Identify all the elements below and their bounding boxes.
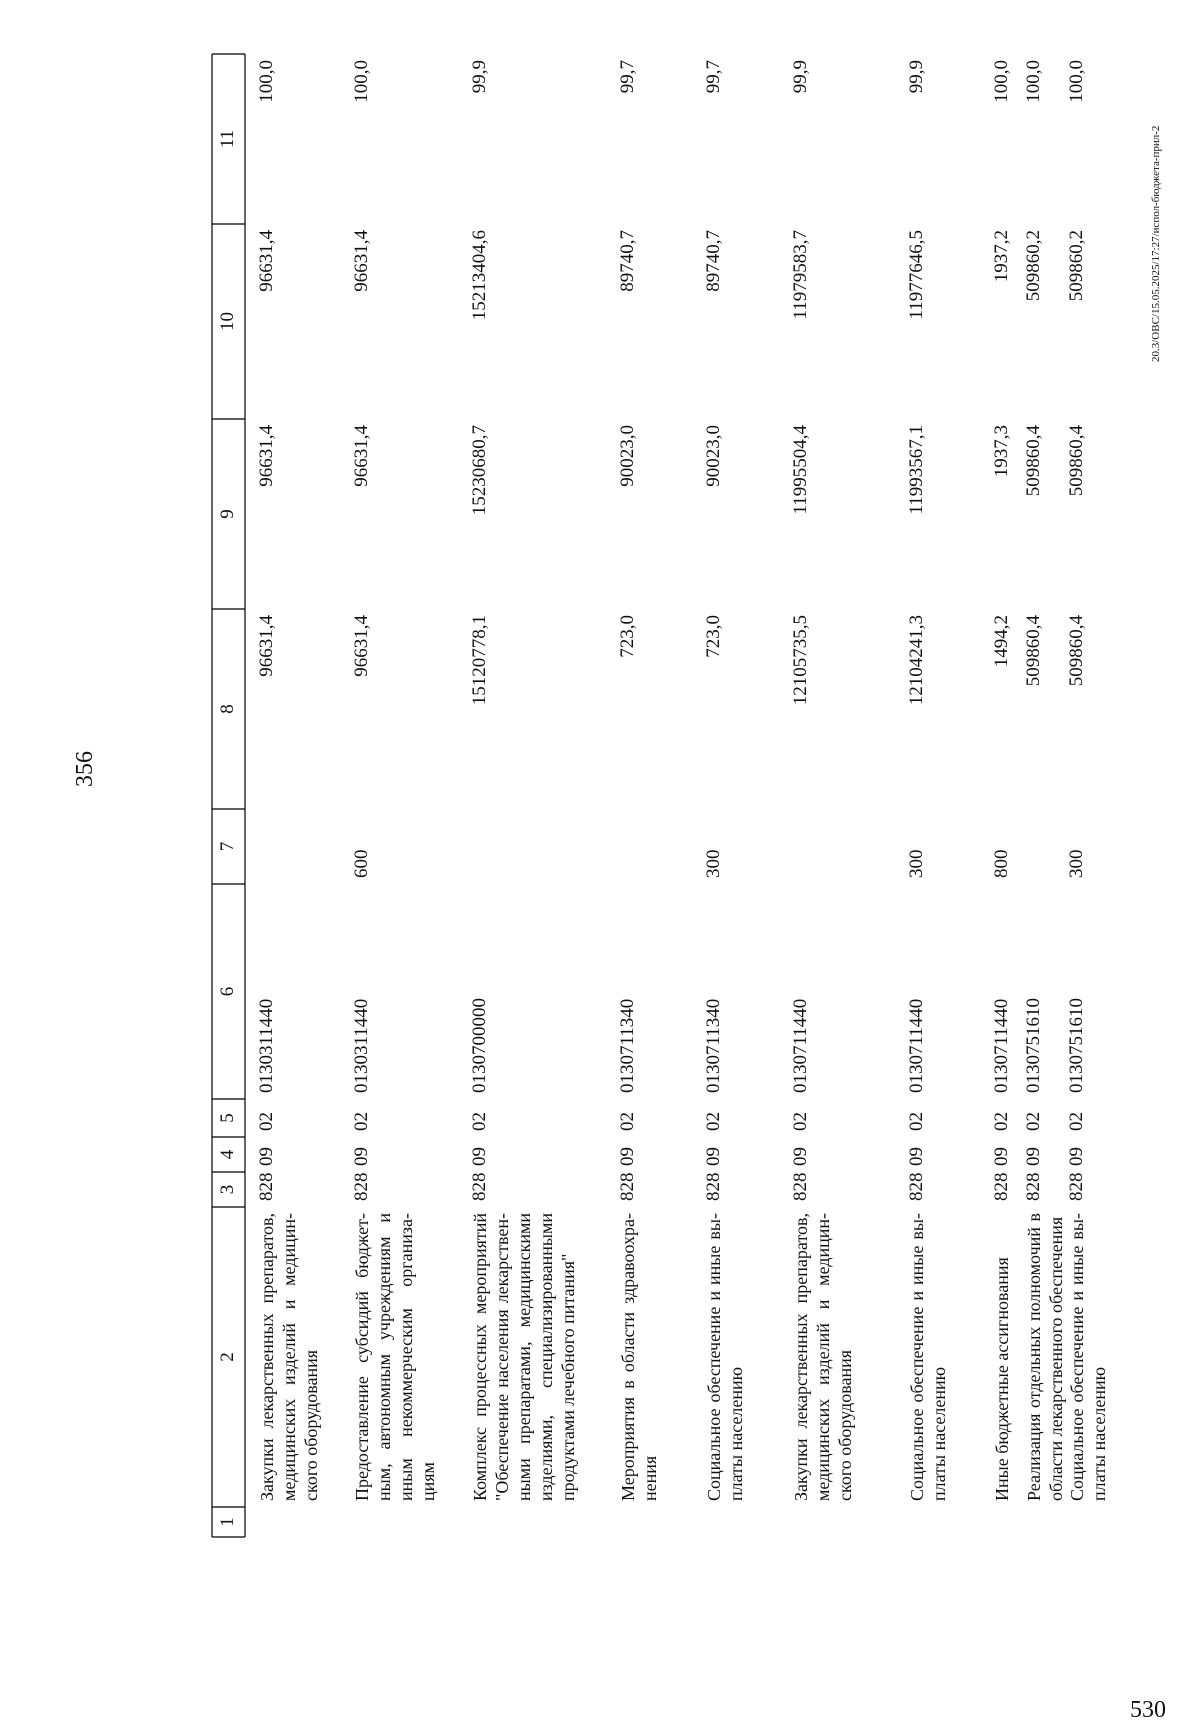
cell-c6: 0130711440 — [906, 998, 927, 1093]
cell-c5: 02 — [1066, 1112, 1087, 1131]
cell-c6: 0130711340 — [703, 998, 724, 1093]
column-header: 2 — [217, 1352, 238, 1362]
cell-c4: 09 — [617, 1147, 638, 1166]
cell-c4: 09 — [256, 1147, 277, 1166]
cell-c7: 300 — [906, 849, 927, 878]
cell-c6: 0130311440 — [256, 998, 277, 1093]
cell-c4: 09 — [1023, 1147, 1044, 1166]
row-name: Социальное обеспечение и иные вы-платы населению — [704, 1213, 746, 1501]
cell-c6: 0130311440 — [351, 998, 372, 1093]
column-header: 5 — [217, 1113, 238, 1123]
cell-c11: 99,7 — [617, 60, 638, 94]
cell-c10: 11979583,7 — [790, 230, 811, 320]
cell-c8: 509860,4 — [1023, 615, 1044, 687]
cell-c10: 509860,2 — [1023, 230, 1044, 302]
cell-c10: 509860,2 — [1066, 230, 1087, 302]
page-number: 356 — [72, 751, 98, 787]
cell-c9: 15230680,7 — [469, 425, 490, 516]
cell-c10: 89740,7 — [617, 230, 638, 292]
cell-c9: 96631,4 — [256, 425, 277, 487]
cell-c5: 02 — [906, 1112, 927, 1131]
cell-c5: 02 — [1023, 1112, 1044, 1131]
cell-c6: 0130751610 — [1066, 998, 1087, 1093]
row-name: Закупки лекарственных препаратов, медицинских изделий и медицин-ского оборудования — [257, 1213, 321, 1501]
cell-c10: 96631,4 — [351, 230, 372, 292]
cell-c10: 11977646,5 — [906, 230, 927, 320]
cell-c3: 828 — [1023, 1172, 1044, 1201]
cell-c3: 828 — [617, 1172, 638, 1201]
cell-c9: 90023,0 — [703, 425, 724, 487]
cell-c5: 02 — [469, 1112, 490, 1131]
cell-c8: 1494,2 — [991, 615, 1012, 668]
cell-c5: 02 — [256, 1112, 277, 1131]
column-header: 3 — [217, 1184, 238, 1195]
cell-c8: 509860,4 — [1066, 615, 1087, 687]
cell-c4: 09 — [351, 1147, 372, 1166]
cell-c5: 02 — [790, 1112, 811, 1131]
cell-c9: 1937,3 — [991, 425, 1012, 478]
cell-c7: 800 — [991, 849, 1012, 878]
cell-c8: 12104241,3 — [906, 615, 927, 706]
cell-c9: 96631,4 — [351, 425, 372, 487]
cell-c8: 723,0 — [617, 615, 638, 658]
cell-c6: 0130711440 — [991, 998, 1012, 1093]
row-name: Закупки лекарственных препаратов, медицинских изделий и медицин-ского оборудования — [791, 1213, 855, 1501]
cell-c9: 509860,4 — [1066, 425, 1087, 497]
cell-c4: 09 — [790, 1147, 811, 1166]
cell-c10: 89740,7 — [703, 230, 724, 292]
cell-c10: 1937,2 — [991, 230, 1012, 283]
cell-c11: 99,9 — [906, 60, 927, 94]
cell-c9: 90023,0 — [617, 425, 638, 487]
cell-c7: 600 — [351, 849, 372, 878]
cell-c11: 99,9 — [790, 60, 811, 94]
row-name: Комплекс процессных мероприятий "Обеспечение населения лекарствен-ными препаратами, медицинскими изделиями, специализированными продуктами лечебного питания" — [470, 1213, 578, 1501]
column-header: 11 — [217, 129, 238, 149]
row-name: Предоставление субсидий бюджет-ным, автономным учреждениям и иным некоммерческим организа-циям — [352, 1213, 438, 1501]
column-header: 10 — [217, 312, 238, 331]
row-name: Реализация отдельных полномочий в области лекарственного обеспечения — [1024, 1213, 1066, 1501]
cell-c4: 09 — [991, 1147, 1012, 1166]
cell-c9: 11995504,4 — [790, 425, 811, 515]
cell-c5: 02 — [703, 1112, 724, 1131]
column-header: 7 — [217, 841, 238, 852]
column-header: 1 — [217, 1517, 238, 1527]
column-header: 8 — [217, 704, 238, 714]
cell-c7: 300 — [1066, 849, 1087, 878]
cell-c7: 300 — [703, 849, 724, 878]
bottom-page-number: 530 — [1130, 1697, 1166, 1723]
cell-c3: 828 — [790, 1172, 811, 1201]
cell-c10: 15213404,6 — [469, 230, 490, 321]
cell-c4: 09 — [469, 1147, 490, 1166]
cell-c6: 0130711340 — [617, 998, 638, 1093]
cell-c3: 828 — [351, 1172, 372, 1201]
column-header: 9 — [217, 509, 238, 519]
cell-c6: 0130700000 — [469, 998, 490, 1093]
cell-c9: 11993567,1 — [906, 425, 927, 515]
cell-c4: 09 — [1066, 1147, 1087, 1166]
column-header: 4 — [217, 1149, 238, 1160]
cell-c5: 02 — [351, 1112, 372, 1131]
cell-c9: 509860,4 — [1023, 425, 1044, 497]
cell-c11: 100,0 — [1023, 60, 1044, 103]
row-name: Иные бюджетные ассигнования — [992, 1257, 1012, 1501]
cell-c8: 96631,4 — [256, 615, 277, 677]
cell-c8: 12105735,5 — [790, 615, 811, 706]
cell-c4: 09 — [703, 1147, 724, 1166]
cell-c11: 100,0 — [351, 60, 372, 103]
cell-c3: 828 — [703, 1172, 724, 1201]
cell-c5: 02 — [991, 1112, 1012, 1131]
cell-c6: 0130711440 — [790, 998, 811, 1093]
cell-c5: 02 — [617, 1112, 638, 1131]
cell-c11: 100,0 — [256, 60, 277, 103]
cell-c8: 723,0 — [703, 615, 724, 658]
cell-c8: 15120778,1 — [469, 615, 490, 706]
row-name: Социальное обеспечение и иные вы-платы населению — [1067, 1213, 1109, 1501]
cell-c3: 828 — [991, 1172, 1012, 1201]
cell-c3: 828 — [469, 1172, 490, 1201]
cell-c11: 99,9 — [469, 60, 490, 94]
cell-c11: 99,7 — [703, 60, 724, 94]
row-name: Социальное обеспечение и иные вы-платы населению — [907, 1213, 949, 1501]
row-name: Мероприятия в области здравоохра-нения — [618, 1213, 660, 1501]
cell-c10: 96631,4 — [256, 230, 277, 292]
cell-c3: 828 — [1066, 1172, 1087, 1201]
cell-c3: 828 — [906, 1172, 927, 1201]
cell-c11: 100,0 — [991, 60, 1012, 103]
cell-c4: 09 — [906, 1147, 927, 1166]
column-header: 6 — [217, 986, 238, 997]
footer-code: 20.3/ОВС/15.05.2025/17:27/испол-бюджета-прил-2 — [1150, 125, 1162, 362]
cell-c3: 828 — [256, 1172, 277, 1201]
cell-c11: 100,0 — [1066, 60, 1087, 103]
cell-c8: 96631,4 — [351, 615, 372, 677]
cell-c6: 0130751610 — [1023, 998, 1044, 1093]
